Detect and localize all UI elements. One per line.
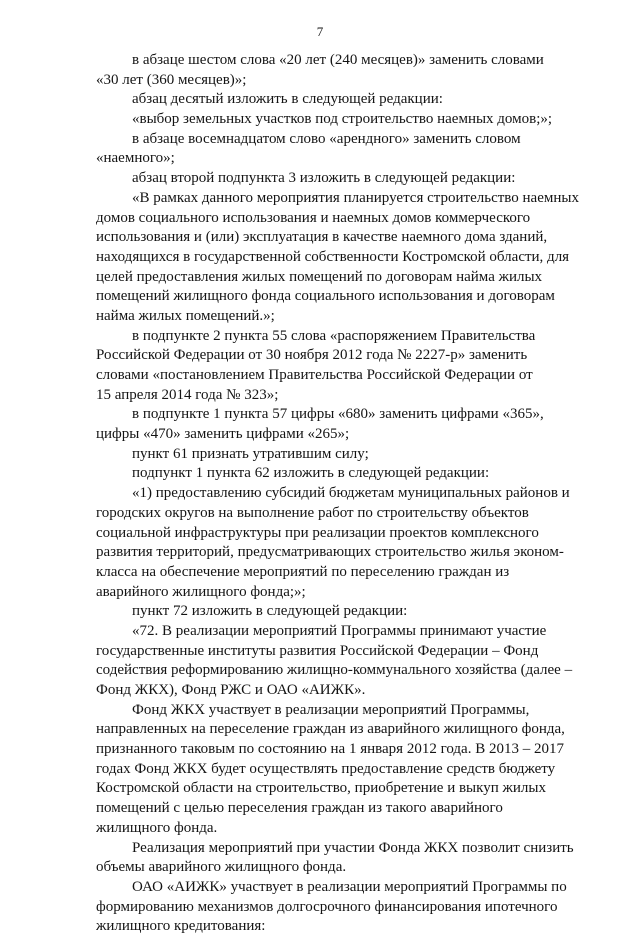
text-line: годах Фонд ЖКХ будет осуществлять предоставление средств бюджету xyxy=(96,760,556,777)
text-line: найма жилых помещений.»; xyxy=(96,307,275,324)
text-line: «72. В реализации мероприятий Программы принимают участие xyxy=(132,622,547,639)
text-line: объемы аварийного жилищного фонда. xyxy=(96,859,347,876)
text-line: «1) предоставлению субсидий бюджетам муниципальных районов и xyxy=(132,485,570,502)
text-line: пункт 72 изложить в следующей редакции: xyxy=(132,603,408,620)
text-line: словами «постановлением Правительства Российской Федерации от xyxy=(96,367,533,383)
text-line: находящихся в государственной собственности Костромской области, для xyxy=(96,248,570,265)
text-line: формированию механизмов долгосрочного финансирования ипотечного xyxy=(96,898,558,915)
text-line: помещений жилищного фонда социального использования и договорам xyxy=(96,288,555,305)
text-line: домов социального использования и наемных домов коммерческого xyxy=(96,209,531,226)
text-line: помещений с целью переселения граждан из такого аварийного xyxy=(96,800,503,817)
text-line: Костромской области на строительство, приобретение и выкуп жилых xyxy=(96,780,546,797)
text-line: Российской Федерации от 30 ноября 2012 года № 2227-р» заменить xyxy=(96,347,528,364)
text-line: пункт 61 признать утратившим силу; xyxy=(132,445,369,462)
document-body xyxy=(96,51,586,937)
text-line: направленных на переселение граждан из аварийного жилищного фонда, xyxy=(96,721,565,738)
text-line: признанного таковым по состоянию на 1 января 2012 года. В 2013 – 2017 xyxy=(96,741,564,758)
text-line: Фонд ЖКХ участвует в реализации мероприятий Программы, xyxy=(132,701,530,718)
text-line: цифры «470» заменить цифрами «265»; xyxy=(96,426,350,443)
text-line: социальной инфраструктуры при реализации проектов комплексного xyxy=(96,524,539,541)
text-line: «В рамках данного мероприятия планируется строительство наемных xyxy=(132,189,579,206)
text-line: подпункт 1 пункта 62 изложить в следующей редакции: xyxy=(132,465,490,482)
text-line: Реализация мероприятий при участии Фонда ЖКХ позволит снизить xyxy=(132,839,574,856)
text-line: жилищного кредитования: xyxy=(96,918,266,935)
text-line: абзац второй подпункта 3 изложить в следующей редакции: xyxy=(132,170,516,187)
text-line: развития территорий, предусматривающих строительство жилья эконом- xyxy=(96,544,564,561)
text-line: аварийного жилищного фонда;»; xyxy=(96,583,306,600)
text-line: в абзаце шестом слова «20 лет (240 месяцев)» заменить словами xyxy=(132,52,544,68)
text-line: жилищного фонда. xyxy=(96,819,218,836)
text-line: Фонд ЖКХ), Фонд РЖС и ОАО «АИЖК». xyxy=(96,682,366,698)
text-line: класса на обеспечение мероприятий по переселению граждан из xyxy=(96,563,510,580)
text-line: государственные институты развития Российской Федерации – Фонд xyxy=(96,642,539,659)
text-line: в подпункте 1 пункта 57 цифры «680» заменить цифрами «365», xyxy=(132,406,544,423)
text-line: ОАО «АИЖК» участвует в реализации мероприятий Программы по xyxy=(132,878,567,895)
text-line: 15 апреля 2014 года № 323»; xyxy=(96,386,279,403)
text-line: в абзаце восемнадцатом слово «арендного» заменить словом xyxy=(132,130,521,147)
text-line: городских округов на выполнение работ по строительству объектов xyxy=(96,504,529,521)
text-line: «наемного»; xyxy=(96,150,175,167)
text-line: использования и (или) эксплуатация в качестве наемного дома зданий, xyxy=(96,229,548,246)
text-line: содействия реформированию жилищно-коммунального хозяйства (далее – xyxy=(96,662,573,679)
text-line: абзац десятый изложить в следующей редакции: xyxy=(132,91,443,108)
text-line: «выбор земельных участков под строительство наемных домов;»; xyxy=(132,111,553,128)
text-line: целей предоставления жилых помещений по договорам найма жилых xyxy=(96,268,543,285)
page-number: 7 xyxy=(316,24,324,39)
text-line: «30 лет (360 месяцев)»; xyxy=(96,71,247,88)
text-line: в подпункте 2 пункта 55 слова «распоряжением Правительства xyxy=(132,327,536,344)
